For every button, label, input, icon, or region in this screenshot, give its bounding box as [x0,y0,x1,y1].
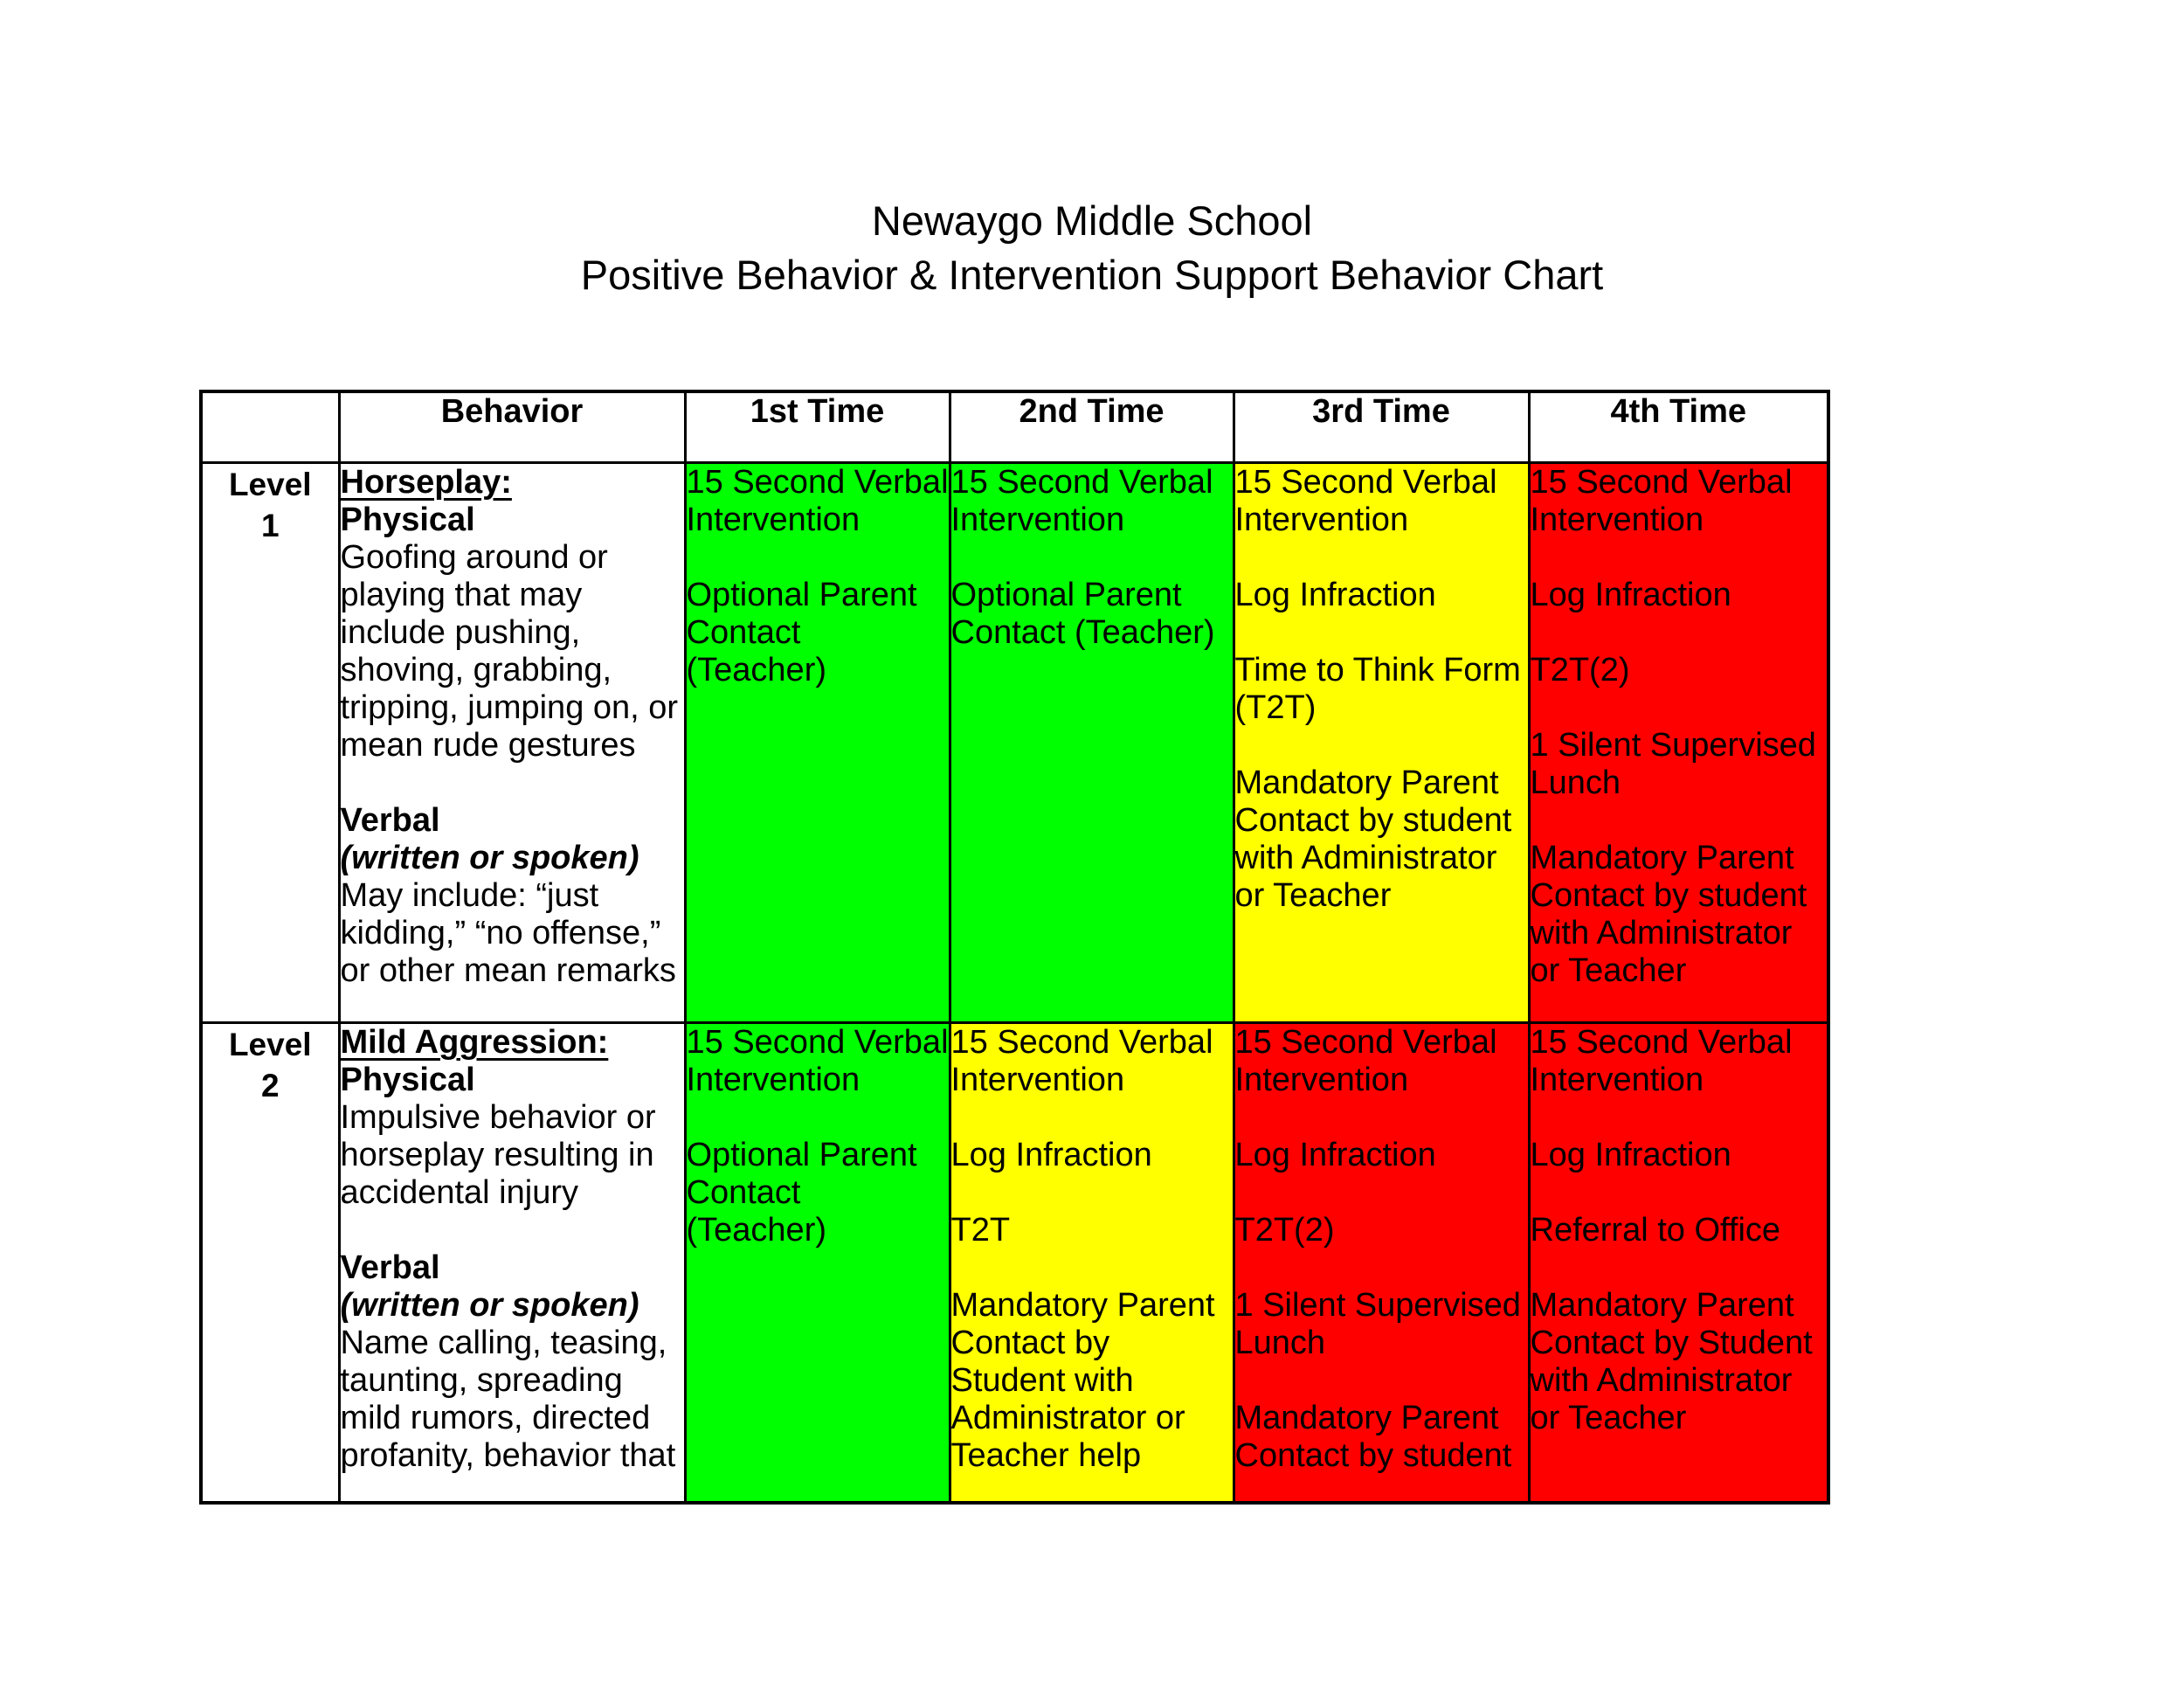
intervention-item: 15 Second Verbal Intervention [1234,1024,1497,1098]
intervention-item: Time to Think Form (T2T) [1234,652,1521,726]
intervention-item: Log Infraction [1234,1137,1436,1173]
behavior-title: Mild Aggression: [340,1024,609,1061]
intervention-item: Mandatory Parent Contact by student with Administrator or Teacher [1530,840,1807,989]
behavior-cell-2 [339,1023,685,1504]
physical-label: Physical [340,502,475,538]
level-cell-1 [201,463,339,1023]
intervention-item: 15 Second Verbal Intervention [950,464,1213,538]
physical-description: Impulsive behavior or horseplay resulting in accidental injury [340,1099,656,1211]
verbal-description: May include: “just kidding,” “no offense,” or other mean remarks [340,877,676,989]
intervention-item: T2T(2) [1234,1212,1335,1249]
behavior-cell-1 [339,463,685,1023]
third-time-cell-2 [1234,1023,1529,1504]
verbal-label: Verbal [340,1249,440,1286]
intervention-item: Mandatory Parent Contact by Student with Administrator or Teacher help [950,1287,1215,1474]
intervention-item: Mandatory Parent Contact by student with Administrator or Teacher [1234,764,1512,914]
school-name: Newaygo Middle School [871,197,1313,244]
intervention-item: Optional Parent Contact (Teacher) [950,577,1215,651]
first-time-cell-1 [685,463,950,1023]
verbal-qualifier: (written or spoken) [340,840,639,876]
verbal-label: Verbal [340,802,440,839]
intervention-item: Log Infraction [1234,577,1436,613]
intervention-item: Referral to Office [1530,1212,1781,1249]
header-behavior: Behavior [339,391,685,463]
third-time-cell-1 [1234,463,1529,1023]
behavior-chart-table [199,390,1830,1505]
verbal-description: Name calling, teasing, taunting, spreading mild rumors, directed profanity, behavior that [340,1325,676,1474]
fourth-time-cell-2 [1529,1023,1828,1504]
table-row-level-2 [201,1023,1828,1504]
intervention-item: 15 Second Verbal Intervention [1530,464,1793,538]
header-blank [201,391,339,463]
physical-description: Goofing around or playing that may include pushing, shoving, grabbing, tripping, jumping on, or mean rude gestures [340,539,679,764]
intervention-item: 15 Second Verbal Intervention [1530,1024,1793,1098]
intervention-item: Log Infraction [1530,577,1731,613]
intervention-item: 15 Second Verbal Intervention [686,464,949,538]
table-row-level-1 [201,463,1828,1023]
intervention-item: 15 Second Verbal Intervention [686,1024,949,1098]
document-title [0,194,2184,302]
second-time-cell-1 [950,463,1234,1023]
intervention-item: Optional Parent Contact (Teacher) [686,1137,917,1249]
header-1st-time: 1st Time [685,391,950,463]
intervention-item: 15 Second Verbal Intervention [950,1024,1213,1098]
intervention-item: 1 Silent Supervised Lunch [1234,1287,1521,1361]
fourth-time-cell-1 [1529,463,1828,1023]
intervention-item: T2T(2) [1530,652,1630,688]
level-number: 1 [260,508,280,543]
physical-label: Physical [340,1062,475,1098]
header-3rd-time: 3rd Time [1234,391,1529,463]
behavior-title: Horseplay: [340,464,512,501]
intervention-item: Mandatory Parent Contact by Student with Administrator or Teacher [1530,1287,1813,1436]
header-row [201,391,1828,463]
header-4th-time: 4th Time [1529,391,1828,463]
level-cell-2 [201,1023,339,1504]
header-2nd-time: 2nd Time [950,391,1234,463]
intervention-item: Mandatory Parent Contact by student [1234,1400,1512,1474]
level-label: Level [228,467,312,502]
intervention-item: 1 Silent Supervised Lunch [1530,727,1816,801]
intervention-item: 15 Second Verbal Intervention [1234,464,1497,538]
first-time-cell-2 [685,1023,950,1504]
intervention-item: Optional Parent Contact (Teacher) [686,577,917,688]
chart-title: Positive Behavior & Intervention Support Behavior Chart [580,252,1604,298]
verbal-qualifier: (written or spoken) [340,1287,639,1324]
second-time-cell-2 [950,1023,1234,1504]
level-label: Level [228,1027,312,1062]
intervention-item: Log Infraction [1530,1137,1731,1173]
level-number: 2 [260,1068,280,1103]
intervention-item: T2T [950,1212,1011,1249]
intervention-item: Log Infraction [950,1137,1152,1173]
